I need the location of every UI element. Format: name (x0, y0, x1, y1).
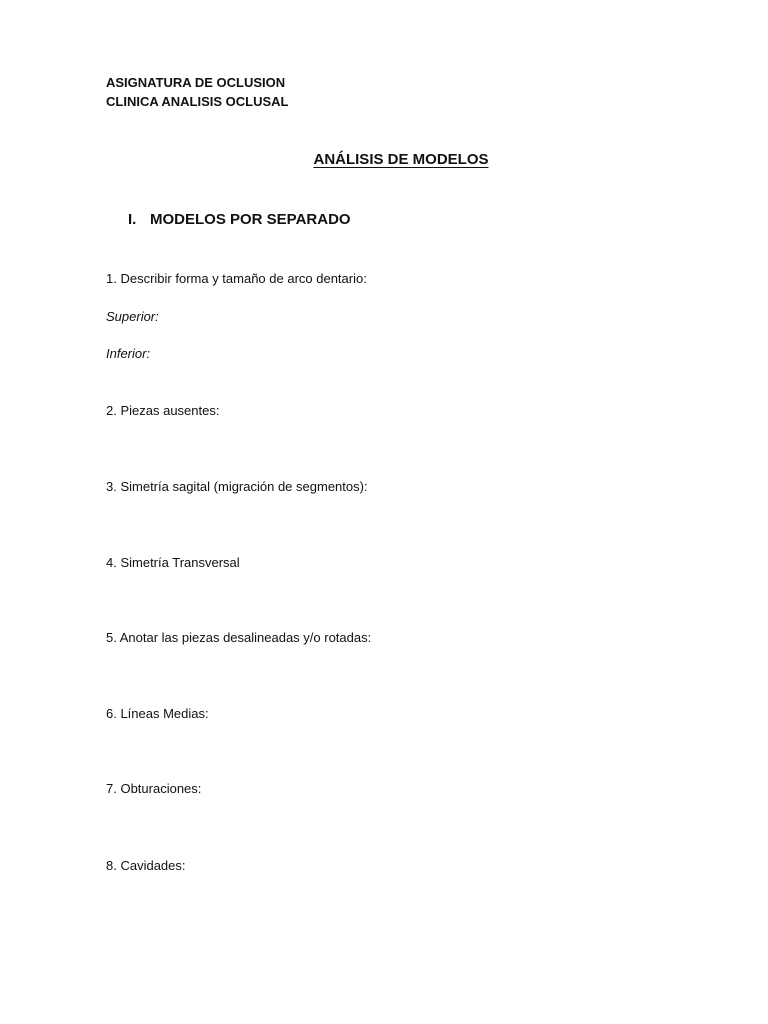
section-heading (128, 211, 351, 228)
course-name: ASIGNATURA DE OCLUSION (106, 75, 286, 90)
clinic-name: CLINICA ANALISIS OCLUSAL (106, 94, 289, 109)
question-1-inferior: Inferior: (106, 346, 151, 361)
question-1: 1. Describir forma y tamaño de arco dentario: (106, 271, 367, 286)
document-title: ANÁLISIS DE MODELOS (313, 151, 489, 168)
section-numeral: I. (128, 211, 137, 228)
section-label: MODELOS POR SEPARADO (150, 211, 351, 228)
question-1-superior: Superior: (106, 309, 159, 324)
question-7: 7. Obturaciones: (106, 781, 202, 796)
question-8: 8. Cavidades: (106, 858, 186, 873)
question-2: 2. Piezas ausentes: (106, 403, 220, 418)
question-5: 5. Anotar las piezas desalineadas y/o rotadas: (106, 630, 372, 645)
question-6: 6. Líneas Medias: (106, 706, 209, 721)
question-4: 4. Simetría Transversal (106, 555, 240, 570)
question-3: 3. Simetría sagital (migración de segmentos): (106, 479, 368, 494)
